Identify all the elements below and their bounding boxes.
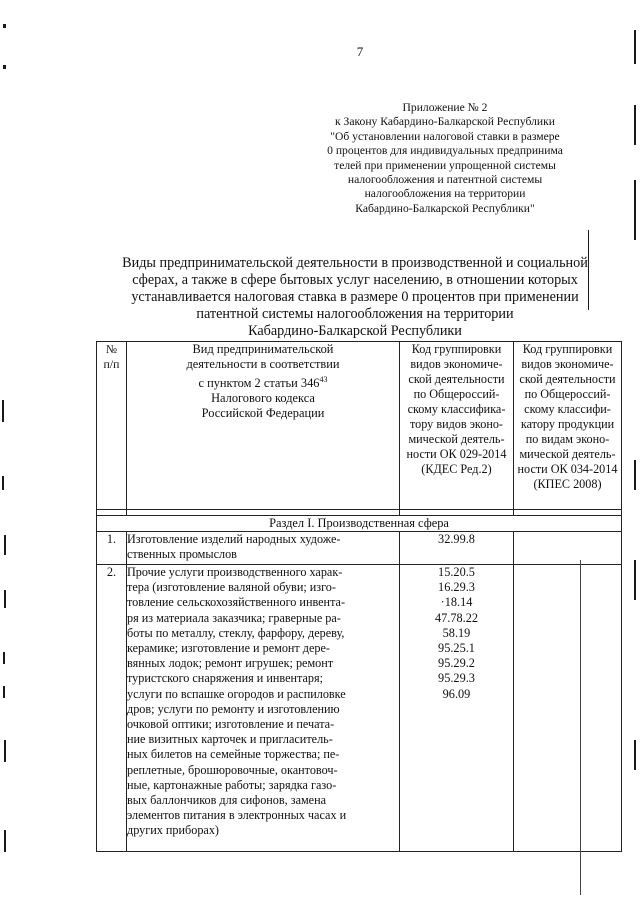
scan-right-edge — [634, 740, 636, 770]
scan-stray-line — [588, 230, 589, 310]
header-text: Налогового кодекса — [211, 391, 315, 406]
header-text: с пунктом 2 статьи 346 — [198, 376, 320, 391]
activity-line: Прочие услуги производственного харак- — [127, 565, 343, 579]
header-text: скому классифи- — [524, 402, 611, 416]
header-text: по Общероссий- — [413, 387, 500, 401]
title-line: Виды предпринимательской деятельности в производственной и социальной — [122, 255, 588, 271]
title-line: Кабардино-Балкарской Республики — [248, 323, 462, 339]
activity-line: ные, картонажные работы; зарядка газо- — [127, 777, 337, 792]
okved-code: 95.25.1 — [438, 641, 475, 656]
header-text: ности ОК 029-2014 — [406, 447, 507, 461]
document-title — [100, 255, 610, 340]
section-title: Раздел I. Производственная сфера — [97, 516, 622, 532]
activity-line: элементов питания в электронных часах и — [127, 808, 347, 823]
header-text: Российской Федерации — [201, 406, 325, 421]
header-okpd-code — [514, 342, 622, 510]
row-okved-codes — [400, 532, 514, 565]
okved-code: 32.99.8 — [438, 532, 475, 546]
article-superscript: 43 — [319, 375, 328, 384]
header-text: (КДЕС Ред.2) — [421, 462, 492, 476]
activity-line: ние визитных карточек и пригласитель- — [127, 732, 333, 747]
header-text: деятельности в соответствии — [186, 357, 340, 371]
header-text: катору продукции — [520, 417, 615, 431]
row-activity — [127, 565, 400, 852]
activity-line: тера (изготовление валяной обуви; изго- — [127, 580, 336, 595]
header-text: Вид предпринимательской — [192, 342, 334, 356]
activity-line: ных билетов на семейные торжества; пе- — [127, 747, 340, 762]
activity-line: боты по металлу, стеклу, фарфору, дереву, — [127, 625, 345, 640]
header-text: п/п — [103, 357, 120, 371]
row-number: 1. — [97, 532, 127, 565]
row-number: 2. — [97, 565, 127, 852]
header-okved-code — [400, 342, 514, 510]
okved-code: ·18.14 — [440, 595, 473, 610]
section-row — [97, 516, 622, 532]
appendix-line: "Об установлении налоговой ставки в размере — [330, 129, 560, 143]
activity-line: туристского снаряжения и инвентаря; — [127, 671, 324, 686]
header-text: Код группировки — [411, 342, 502, 356]
appendix-line: налогообложения на территории — [364, 187, 526, 201]
table-header-row — [97, 342, 622, 510]
okved-code: 15.20.5 — [438, 565, 475, 579]
appendix-line: Приложение № 2 — [402, 101, 488, 114]
title-line: устанавливается налоговая ставка в размере 0 процентов при применении — [131, 289, 579, 305]
header-text-with-sup — [127, 372, 399, 391]
activity-line: реплетные, брошюровочные, окантовоч- — [127, 762, 338, 777]
header-text: по Общероссий- — [524, 387, 611, 401]
scan-edge-mark — [4, 535, 6, 555]
scan-dot — [3, 65, 6, 69]
scan-right-edge — [634, 30, 636, 64]
activity-line: керамике; изготовление и ремонт дере- — [127, 641, 330, 656]
scan-edge-mark — [4, 590, 6, 608]
header-number — [97, 342, 127, 510]
header-activity — [127, 342, 400, 510]
appendix-line: к Закону Кабардино-Балкарской Республики — [335, 115, 555, 129]
header-text: ности ОК 034-2014 — [517, 462, 618, 476]
row-okpd-codes — [514, 565, 622, 852]
activities-table — [96, 341, 622, 852]
header-text: ской деятельности — [519, 372, 616, 386]
activity-line: вянных лодок; ремонт игрушек; ремонт — [127, 656, 334, 671]
scan-dot — [3, 24, 6, 28]
scan-right-edge — [634, 105, 636, 145]
scan-edge-mark — [4, 740, 6, 762]
activity-line: вых баллончиков для сифонов, замена — [127, 793, 327, 808]
scan-edge-mark — [2, 400, 4, 422]
activity-line: других приборах) — [127, 823, 219, 838]
header-text: видов экономиче- — [521, 357, 614, 371]
header-text: видов экономиче- — [410, 357, 503, 371]
okved-code: 16.29.3 — [438, 580, 475, 595]
activity-line: дров; услуги по ремонту и изготовлению — [127, 701, 340, 716]
scan-right-edge — [634, 180, 636, 240]
table-row — [97, 565, 622, 852]
scan-edge-mark — [3, 686, 5, 698]
header-text: ской деятельности — [408, 372, 505, 386]
row-okved-codes — [400, 565, 514, 852]
activity-line: очковой оптики; изготовление и печата- — [127, 717, 335, 732]
scan-edge-mark — [4, 830, 6, 852]
appendix-line: телей при применении упрощенной системы — [334, 158, 556, 172]
title-line: сферах, а также в сфере бытовых услуг населению, в отношении которых — [132, 272, 578, 288]
okved-code: 95.29.3 — [438, 671, 475, 686]
row-activity — [127, 532, 400, 565]
header-text: (КПЕС 2008) — [533, 477, 602, 491]
header-text: мической деятель- — [519, 447, 616, 461]
activity-line: товление сельскохозяйственного инвента- — [127, 595, 346, 610]
header-text: скому классифика- — [407, 402, 506, 416]
activity-line: услуги по вспашке огородов и распиловке — [127, 686, 346, 701]
scan-right-edge — [634, 560, 636, 600]
row-okpd-codes — [514, 532, 622, 565]
activity-line: Изготовление изделий народных художе- — [127, 532, 341, 546]
appendix-line: 0 процентов для индивидуальных предпринима — [327, 144, 563, 158]
header-text: Код группировки — [522, 342, 613, 356]
okved-code: 96.09 — [442, 686, 471, 701]
scan-edge-mark — [3, 652, 5, 664]
header-text: мической деятель- — [408, 432, 505, 446]
appendix-header — [300, 101, 590, 216]
scan-edge-mark — [2, 476, 4, 490]
header-text: тору видов эконо- — [409, 417, 503, 431]
page-number: 7 — [356, 44, 364, 59]
scan-right-edge — [634, 460, 636, 490]
appendix-line: Кабардино-Балкарской Республики" — [355, 201, 535, 215]
header-text: № — [105, 342, 118, 356]
activity-line: ственных промыслов — [127, 547, 237, 562]
okved-code: 47.78.22 — [434, 610, 479, 625]
okved-code: 95.29.2 — [438, 656, 475, 671]
scan-stray-line — [580, 560, 581, 895]
appendix-line: налогообложения и патентной системы — [347, 173, 543, 187]
header-text: по видам эконо- — [525, 432, 610, 446]
activity-line: ря из материала заказчика; граверные ра- — [127, 610, 341, 625]
okved-code: 58.19 — [442, 625, 471, 640]
title-line: патентной системы налогообложения на территории — [196, 306, 514, 322]
table-row — [97, 532, 622, 565]
